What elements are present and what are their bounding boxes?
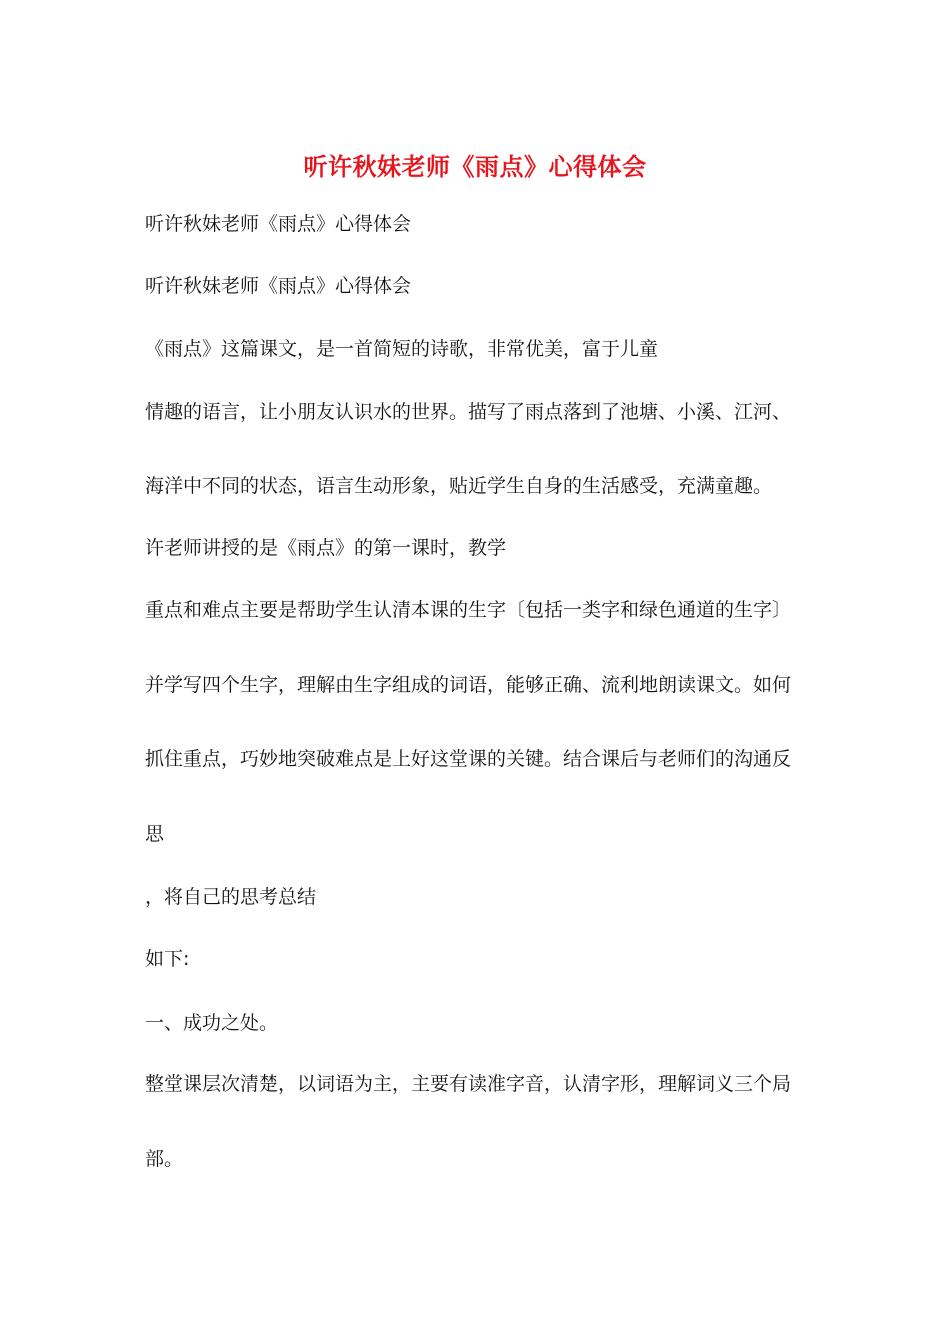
text-line-12: 如下: [145, 948, 190, 970]
text-line-7: 重点和难点主要是帮助学生认清本课的生字〔包括一类字和绿色通道的生字〕 [145, 599, 792, 621]
text-line-1: 听许秋妹老师《雨点》心得体会 [145, 213, 412, 235]
text-line-6: 许老师讲授的是《雨点》的第一课时，教学 [145, 537, 507, 559]
text-line-14: 整堂课层次清楚，以词语为主，主要有读准字音，认清字形，理解词义三个局 [145, 1073, 792, 1095]
text-line-10: 思 [145, 823, 165, 845]
text-line-13: 一、成功之处。 [145, 1012, 279, 1034]
text-line-5: 海洋中不同的状态，语言生动形象，贴近学生自身的生活感受，充满童趣。 [145, 475, 773, 497]
text-line-2: 听许秋妹老师《雨点》心得体会 [145, 275, 412, 297]
text-line-15: 部。 [145, 1148, 184, 1170]
text-line-11: ，将自己的思考总结 [145, 886, 317, 908]
text-line-8: 并学写四个生字，理解由生字组成的词语，能够正确、流利地朗读课文。如何 [145, 674, 792, 696]
text-line-4: 情趣的语言，让小朋友认识水的世界。描写了雨点落到了池塘、小溪、江河、 [145, 401, 792, 423]
text-line-9: 抓住重点，巧妙地突破难点是上好这堂课的关键。结合课后与老师们的沟通反 [145, 748, 792, 770]
text-line-3: 《雨点》这篇课文，是一首简短的诗歌，非常优美，富于儿童 [145, 338, 659, 360]
document-title: 听许秋妹老师《雨点》心得体会 [303, 152, 647, 181]
